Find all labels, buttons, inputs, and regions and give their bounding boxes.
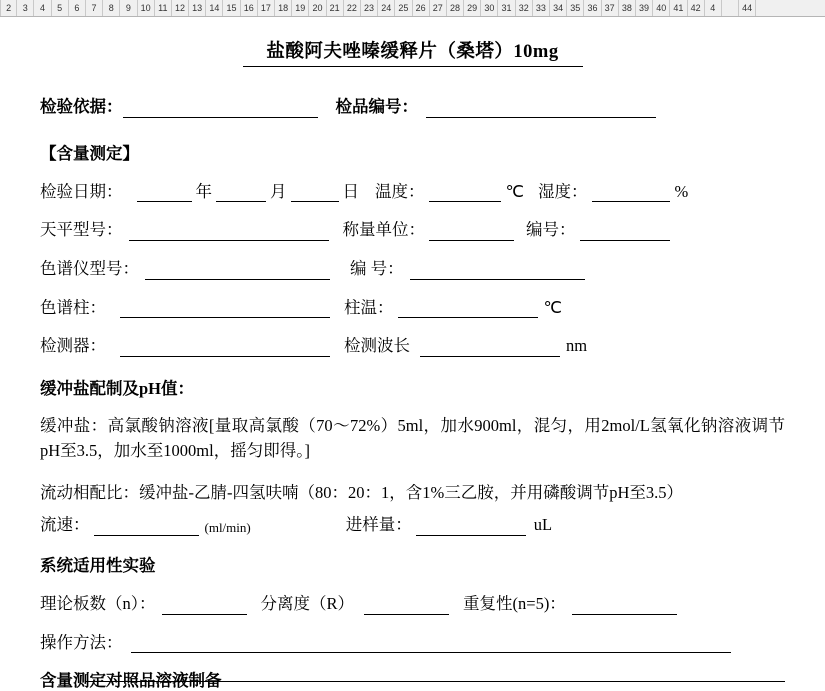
number-input[interactable] [580, 223, 670, 241]
ruler-tick: 11 [155, 0, 172, 16]
sample-no-input[interactable] [426, 99, 656, 117]
assay-heading: 【含量测定】 [40, 143, 139, 163]
column-input[interactable] [120, 300, 330, 318]
basis-input[interactable] [123, 99, 318, 117]
ruler-ticks [0, 0, 756, 16]
row-test-date [40, 182, 785, 203]
ruler-tick: 15 [223, 0, 240, 16]
ruler-tick: 17 [258, 0, 275, 16]
ruler-tick: 37 [602, 0, 619, 16]
ruler-tick: 34 [550, 0, 567, 16]
month-input[interactable] [216, 184, 266, 202]
resolution-label: 分离度（R） [260, 594, 355, 614]
repeatability-input[interactable] [572, 596, 677, 614]
theoretical-plates-label: 理论板数（n）： [40, 594, 156, 614]
ruler-tick: 24 [378, 0, 395, 16]
ruler-tick: 10 [138, 0, 155, 16]
ruler-tick: 7 [86, 0, 103, 16]
ruler-tick: 29 [464, 0, 481, 16]
ruler-tick: 42 [688, 0, 705, 16]
injection-unit: uL [533, 515, 553, 535]
column-temp-unit: ℃ [543, 297, 563, 317]
basis-label: 检验依据： [40, 97, 123, 116]
row-balance [40, 220, 785, 241]
row-basis [40, 97, 785, 118]
ruler-tick: 21 [327, 0, 344, 16]
ruler-tick: 40 [653, 0, 670, 16]
ruler-tick: 4 [705, 0, 722, 16]
ruler-tick: 3 [17, 0, 34, 16]
chromatograph-no-input[interactable] [410, 261, 585, 279]
ruler-tick: 18 [275, 0, 292, 16]
mobile-phase-text: 流动相配比：缓冲盐-乙腈-四氢呋喃（80：20：1，含1%三乙胺，并用磷酸调节pH至3.5） [40, 482, 684, 502]
month-label: 月 [270, 181, 287, 201]
wavelength-unit: nm [566, 336, 588, 356]
resolution-input[interactable] [364, 596, 449, 614]
row-detector [40, 336, 785, 357]
number-label: 编号： [526, 220, 576, 240]
repeatability-label: 重复性(n=5)： [463, 594, 566, 614]
ruler-tick: 5 [52, 0, 69, 16]
ruler-tick: 23 [361, 0, 378, 16]
flow-rate-unit: (ml/min) [204, 519, 251, 535]
reference-heading: 含量测定对照品溶液制备 [40, 671, 222, 691]
humidity-unit: % [674, 181, 689, 201]
row-chromatograph [40, 259, 785, 280]
ruler-tick: 32 [516, 0, 533, 16]
balance-model-input[interactable] [129, 223, 329, 241]
procedure-input[interactable] [131, 635, 731, 653]
ruler-tick: 38 [619, 0, 636, 16]
ruler-tick: 12 [172, 0, 189, 16]
ruler-tick [722, 0, 739, 16]
humidity-label: 湿度： [538, 181, 588, 201]
weighing-unit-label: 称量单位： [342, 220, 425, 240]
ruler-tick: 36 [584, 0, 601, 16]
suitability-heading: 系统适用性实验 [40, 556, 156, 576]
ruler-tick: 4 [34, 0, 51, 16]
ruler-tick: 20 [309, 0, 326, 16]
ruler-tick: 41 [670, 0, 687, 16]
test-date-label: 检验日期： [40, 181, 123, 201]
ruler-tick: 35 [567, 0, 584, 16]
ruler-tick: 28 [447, 0, 464, 16]
ruler-tick: 8 [103, 0, 120, 16]
document-page [0, 17, 825, 691]
chromatograph-model-label: 色谱仪型号： [40, 258, 139, 278]
buffer-heading: 缓冲盐配制及pH值： [40, 378, 195, 398]
injection-label: 进样量： [345, 515, 412, 535]
wavelength-input[interactable] [420, 338, 560, 356]
row-flow [40, 515, 785, 536]
ruler-tick: 13 [189, 0, 206, 16]
ruler-tick: 39 [636, 0, 653, 16]
ruler-tick: 44 [739, 0, 756, 16]
ruler-tick: 2 [0, 0, 17, 16]
row-column [40, 298, 785, 319]
row-suitability [40, 594, 785, 615]
column-temp-input[interactable] [398, 300, 538, 318]
ruler-tick: 19 [292, 0, 309, 16]
day-input[interactable] [291, 184, 339, 202]
column-temp-label: 柱温： [344, 297, 394, 317]
detector-label: 检测器： [40, 336, 106, 356]
temperature-unit: ℃ [505, 181, 525, 201]
balance-model-label: 天平型号： [40, 220, 123, 240]
ruler-tick: 9 [120, 0, 137, 16]
year-input[interactable] [137, 184, 192, 202]
horizontal-ruler[interactable] [0, 0, 825, 17]
page-title: 盐酸阿夫唑嗪缓释片（桑塔）10mg [266, 42, 559, 62]
ruler-tick: 25 [395, 0, 412, 16]
injection-input[interactable] [416, 518, 526, 536]
weighing-unit-input[interactable] [429, 223, 514, 241]
humidity-input[interactable] [592, 184, 670, 202]
chromatograph-model-input[interactable] [145, 261, 330, 279]
theoretical-plates-input[interactable] [162, 596, 247, 614]
chromatograph-no-label: 编 号： [350, 258, 404, 278]
detector-input[interactable] [120, 338, 330, 356]
wavelength-label: 检测波长 [344, 336, 410, 356]
day-label: 日 [342, 181, 359, 201]
temperature-input[interactable] [429, 184, 501, 202]
sample-no-label: 检品编号： [335, 97, 418, 116]
year-label: 年 [195, 181, 212, 201]
temperature-label: 温度： [375, 181, 425, 201]
ruler-tick: 14 [206, 0, 223, 16]
row-procedure [40, 633, 785, 654]
ruler-tick: 16 [241, 0, 258, 16]
ruler-tick: 30 [481, 0, 498, 16]
ruler-tick: 33 [533, 0, 550, 16]
ruler-tick: 22 [344, 0, 361, 16]
ruler-tick: 31 [498, 0, 515, 16]
procedure-label: 操作方法： [40, 632, 123, 652]
ruler-tick: 26 [413, 0, 430, 16]
flow-rate-label: 流速： [40, 515, 90, 535]
buffer-text: 缓冲盐：高氯酸钠溶液[量取高氯酸（70～72%）5ml，加水900ml，混匀，用2mol/L氢氧化钠溶液调节pH至3.5，加水至1000ml，摇匀即得。] [40, 415, 785, 461]
column-label: 色谱柱： [40, 297, 106, 317]
flow-rate-input[interactable] [94, 518, 199, 536]
ruler-tick: 6 [69, 0, 86, 16]
document-body [0, 17, 825, 691]
title-underline [243, 66, 583, 67]
ruler-tick: 27 [430, 0, 447, 16]
